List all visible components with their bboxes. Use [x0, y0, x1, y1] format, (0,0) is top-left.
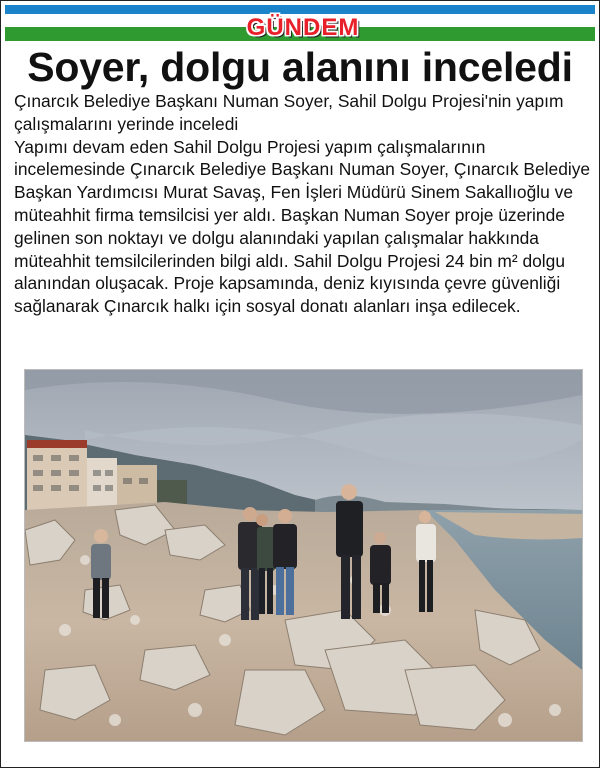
photo-illustration: [25, 370, 582, 741]
article-body: Yapımı devam eden Sahil Dolgu Projesi yapım çalışmalarının incelemesinde Çınarcık Belediye Başkanı Numan Soyer, Çınarcık Belediye Başkan Yardımcısı Murat Savaş, Fen İşleri Müdürü Sinem Sakallıoğlu ve müteahhit firma temsilcisi yer aldı. Başkan Numan Soyer proje üzerinde gelinen son noktayı ve dolgu alanındaki yapılan çalışmalar hakkında müteahhit temsilcilerinden bilgi aldı. Sahil Dolgu Projesi 24 bin m² dolgu alanından oluşacak. Proje kapsamında, deniz kıyısında çevre güvenliği sağlanarak Çınarcık halkı için sosyal donatı alanları inşa edilecek.: [14, 136, 591, 317]
section-label: GÜNDEM: [246, 14, 360, 41]
article-headline: Soyer, dolgu alanını inceledi: [27, 44, 573, 90]
band-blue-stripe: [5, 5, 595, 14]
article-lead: Çınarcık Belediye Başkanı Numan Soyer, Sahil Dolgu Projesi'nin yapım çalışmalarını yerinde inceledi: [14, 91, 564, 134]
section-header-band: [5, 5, 595, 41]
article-photo: [24, 369, 583, 742]
article-text: [14, 90, 594, 318]
